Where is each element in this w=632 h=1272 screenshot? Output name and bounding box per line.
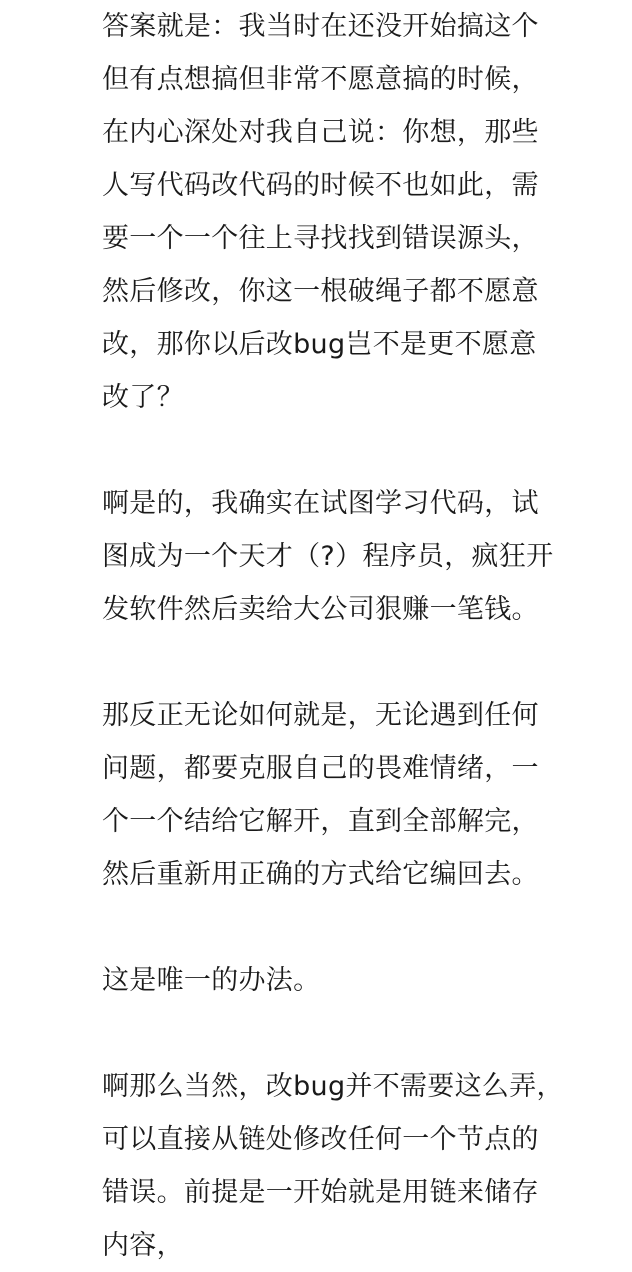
text-line: 这是唯一的办法。 <box>102 965 321 996</box>
paragraph-spacer <box>102 636 630 689</box>
paragraph-spacer <box>102 1007 630 1060</box>
paragraph <box>102 954 630 1007</box>
text-line: 啊是的，我确实在试图学习代码，试 <box>102 488 539 519</box>
paragraph-spacer <box>102 901 630 954</box>
text-line: 答案就是：我当时在还没开始搞这个 <box>102 11 539 42</box>
text-line: 问题，都要克服自己的畏难情绪，一 <box>102 753 539 784</box>
text-line: 错误。前提是一开始就是用链来储存 <box>102 1177 539 1208</box>
article-body <box>102 0 630 1272</box>
paragraph <box>102 1060 630 1272</box>
paragraph <box>102 0 630 424</box>
text-line: 发软件然后卖给大公司狠赚一笔钱。 <box>102 594 539 625</box>
paragraph <box>102 689 630 901</box>
text-line: 要一个一个往上寻找找到错误源头， <box>102 223 539 254</box>
text-line: 个一个结给它解开，直到全部解完， <box>102 806 539 837</box>
text-line: 啊那么当然，改bug并不需要这么弄， <box>102 1071 564 1102</box>
text-line: 改了？ <box>102 382 184 413</box>
text-line: 可以直接从链处修改任何一个节点的 <box>102 1124 539 1155</box>
text-line: 那反正无论如何就是，无论遇到任何 <box>102 700 539 731</box>
text-line: 在内心深处对我自己说：你想，那些 <box>102 117 539 148</box>
text-line: 图成为一个天才（?）程序员，疯狂开 <box>102 541 554 572</box>
text-line: 内容， <box>102 1230 184 1261</box>
text-line: 但有点想搞但非常不愿意搞的时候， <box>102 64 539 95</box>
paragraph <box>102 477 630 636</box>
text-line: 人写代码改代码的时候不也如此，需 <box>102 170 539 201</box>
text-line: 然后修改，你这一根破绳子都不愿意 <box>102 276 539 307</box>
text-line: 然后重新用正确的方式给它编回去。 <box>102 859 539 890</box>
paragraph-spacer <box>102 424 630 477</box>
text-line: 改，那你以后改bug岂不是更不愿意 <box>102 329 537 360</box>
